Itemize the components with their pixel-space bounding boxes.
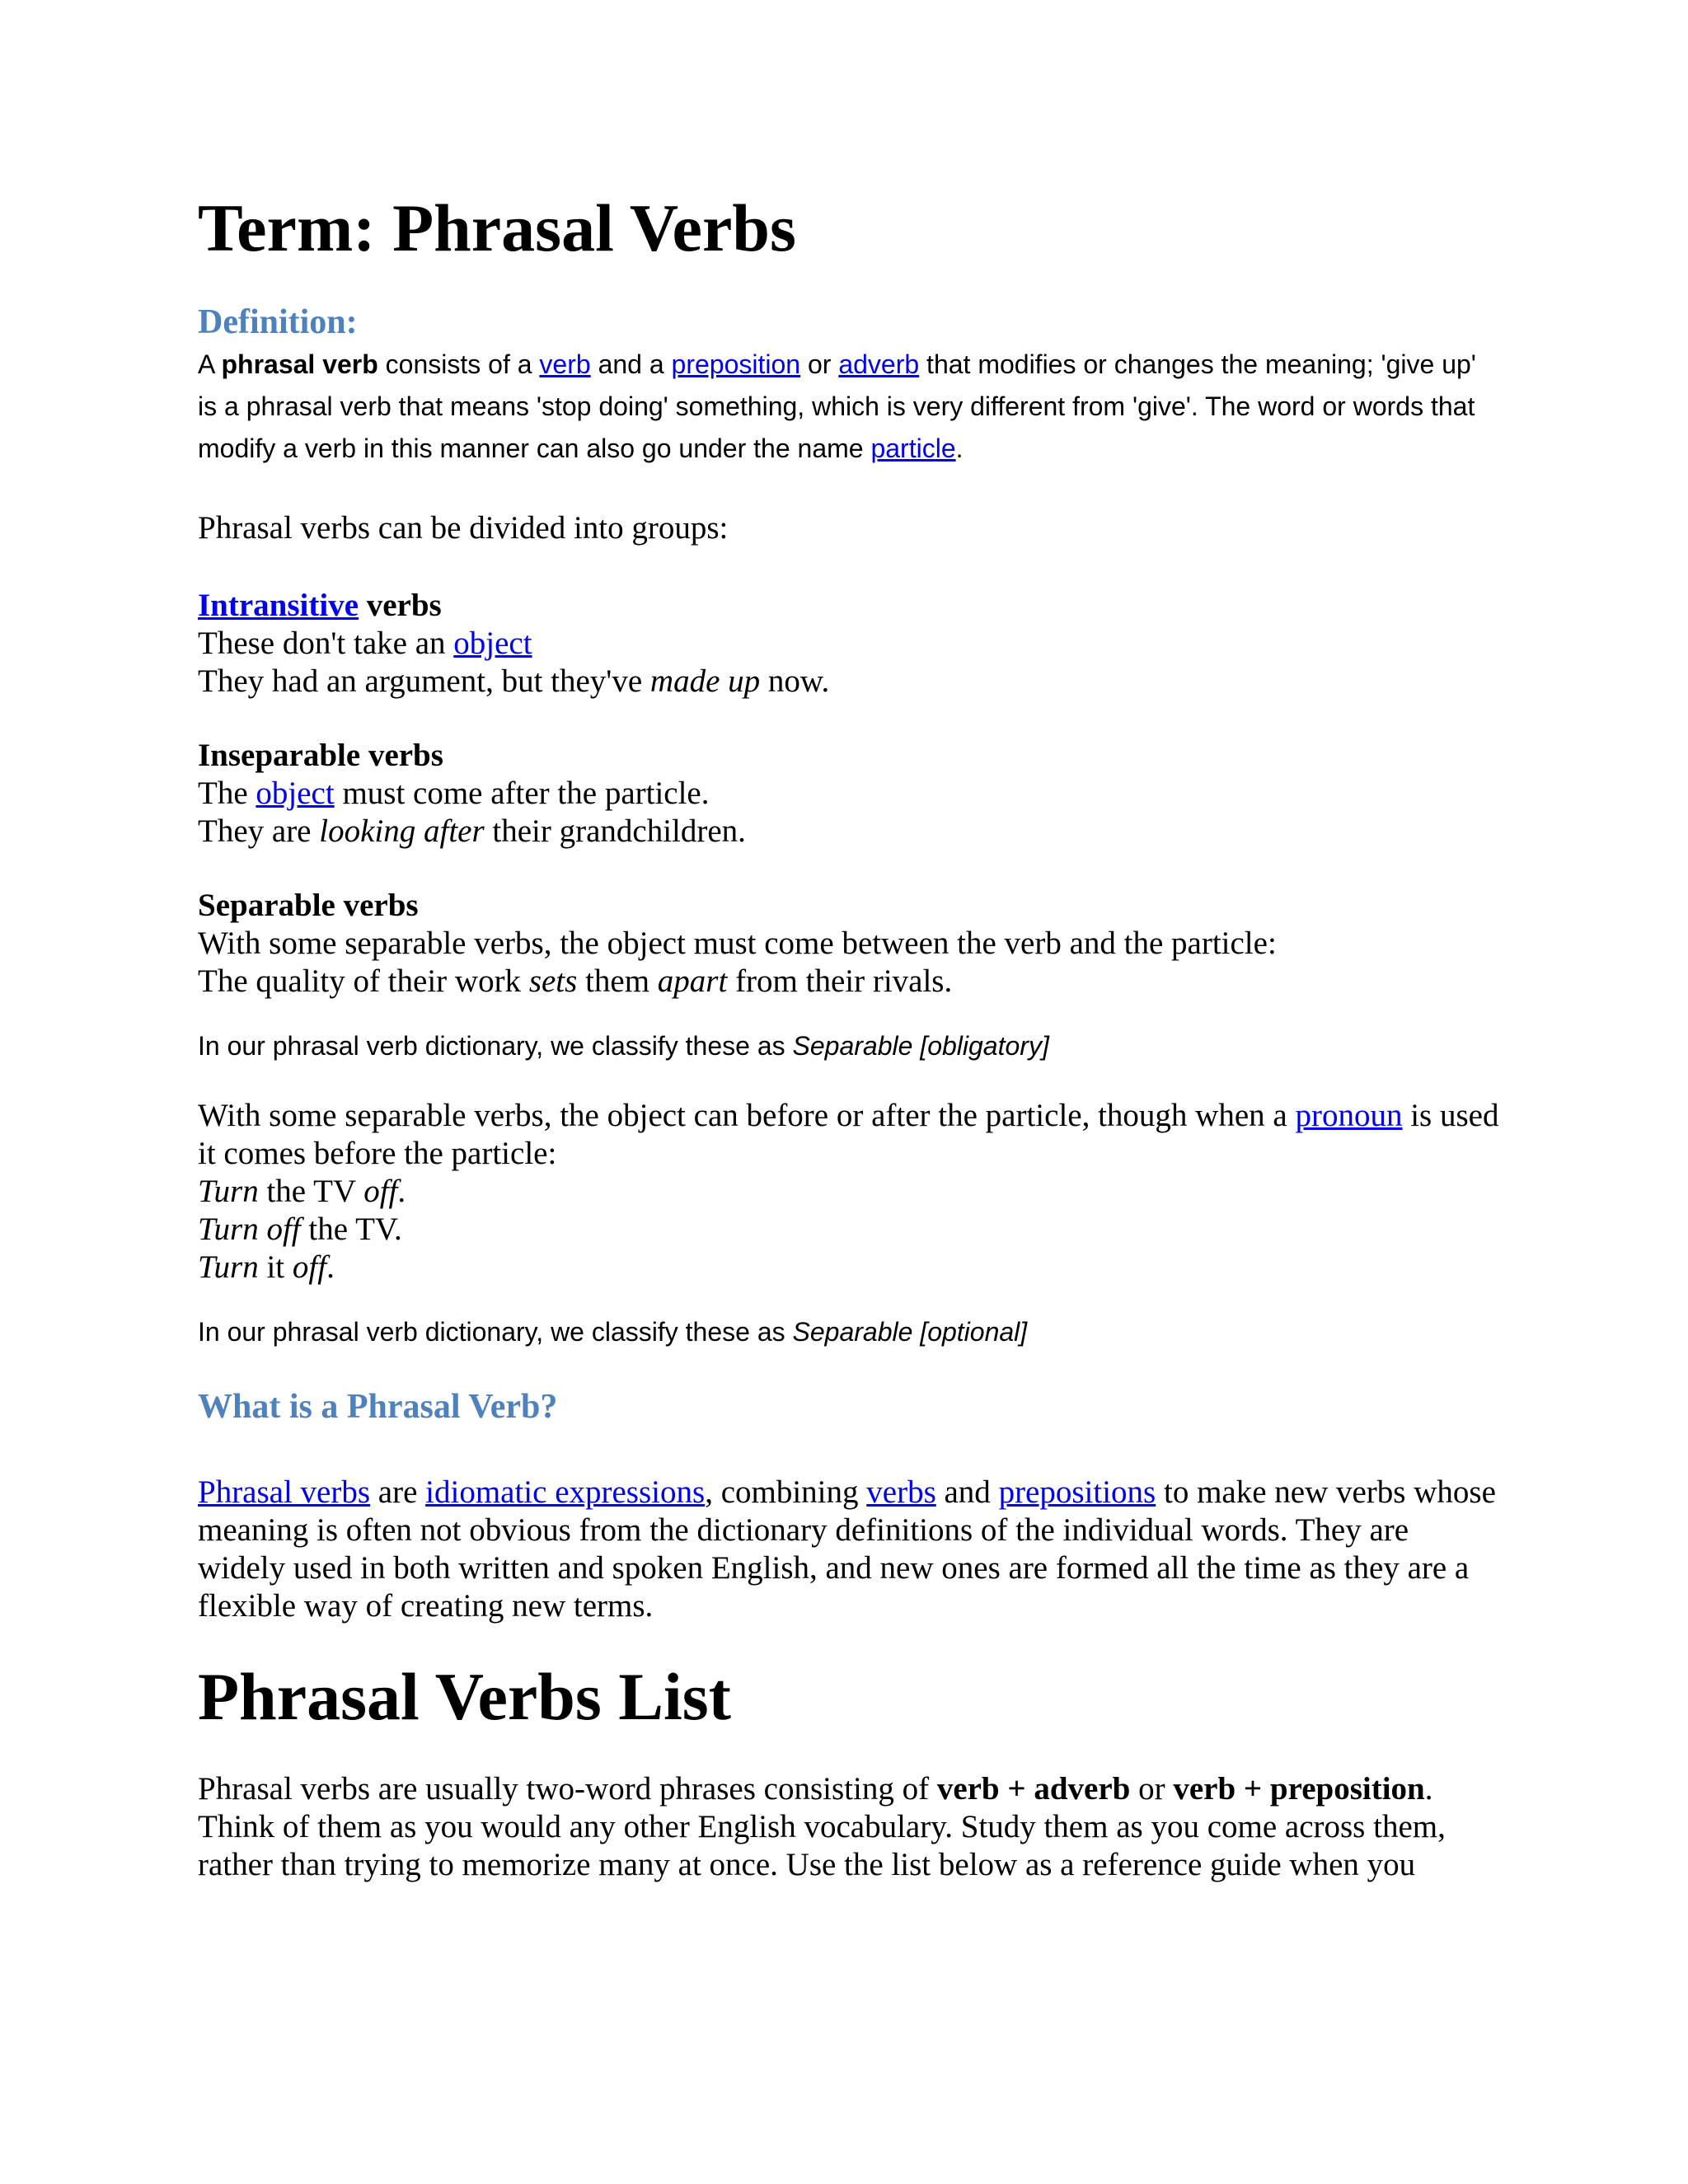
intransitive-section: [198, 587, 1500, 701]
document-content: [198, 191, 1500, 1884]
text: .: [955, 433, 964, 463]
text: or: [800, 349, 839, 379]
inseparable-title: [198, 737, 1500, 775]
link-intransitive[interactable]: Intransitive: [198, 587, 359, 623]
text: consists of a: [377, 349, 540, 379]
link-particle[interactable]: particle: [870, 433, 956, 463]
definition-heading: Definition:: [198, 303, 358, 342]
classification: Separable [optional]: [792, 1316, 1028, 1347]
link-phrasal-verbs[interactable]: Phrasal verbs: [198, 1474, 371, 1510]
text: and a: [590, 349, 672, 379]
link-preposition[interactable]: preposition: [671, 349, 801, 379]
text: verbs: [359, 587, 442, 623]
text: These don't take an: [198, 625, 454, 661]
example-emphasis: looking after: [319, 813, 485, 849]
text: now.: [760, 663, 830, 699]
text: In our phrasal verb dictionary, we classify these as: [198, 1030, 793, 1061]
example-emphasis: made up: [649, 663, 761, 699]
example-emphasis: apart: [657, 963, 728, 999]
what-is-paragraph: [198, 1474, 1500, 1625]
inseparable-line-1: [198, 775, 1500, 813]
text: The: [198, 775, 256, 811]
link-pronoun[interactable]: pronoun: [1295, 1097, 1403, 1133]
text: A: [198, 349, 222, 379]
text: to make new verbs whose meaning is often not obvious from the dictionary definitions of the individual words. They are widely used in both written and spoken English, and new ones are formed all the time as they are a flexible way of creating new terms.: [198, 1474, 1496, 1624]
separable-section: [198, 887, 1500, 1001]
link-object[interactable]: object: [453, 625, 532, 661]
link-prepositions[interactable]: prepositions: [998, 1474, 1156, 1510]
text: is used it comes before the particle:: [198, 1097, 1499, 1171]
text: and: [935, 1474, 999, 1510]
example-emphasis: off: [363, 1173, 398, 1209]
text: or: [1130, 1771, 1174, 1807]
classification: Separable [obligatory]: [792, 1030, 1049, 1061]
example-emphasis: Turn: [198, 1249, 259, 1285]
example-3: [198, 1249, 1500, 1286]
text: that modifies or changes the meaning; 'give up' is a phrasal verb that means 'stop doing' something, which is very different from 'give'. The word or words that modify a verb in this manner can also go under the name: [198, 349, 1476, 463]
page-title: Term: Phrasal Verbs: [198, 190, 796, 265]
text: must come after the particle.: [334, 775, 710, 811]
separable-line-2: [198, 963, 1500, 1001]
list-paragraph: [198, 1770, 1500, 1884]
text: .: [397, 1173, 406, 1209]
example-emphasis: off: [292, 1249, 327, 1285]
example-emphasis: sets: [528, 963, 578, 999]
intransitive-line-2: [198, 663, 1500, 701]
text: their grandchildren.: [484, 813, 746, 849]
text: They are: [198, 813, 320, 849]
text: Separable verbs: [198, 887, 419, 923]
bold-term: verb + preposition: [1173, 1771, 1425, 1807]
separable-note-optional: [198, 1311, 1500, 1353]
inseparable-section: [198, 737, 1500, 851]
link-verb[interactable]: verb: [539, 349, 591, 379]
example-emphasis: Turn off: [198, 1211, 301, 1247]
link-verbs[interactable]: verbs: [866, 1474, 936, 1510]
groups-intro: Phrasal verbs can be divided into groups:: [198, 509, 729, 546]
link-object-2[interactable]: object: [256, 775, 335, 811]
text: the TV: [258, 1173, 364, 1209]
inseparable-line-2: [198, 813, 1500, 851]
text: them: [577, 963, 658, 999]
text: the TV.: [300, 1211, 402, 1247]
text: With some separable verbs, the object can before or after the particle, though when a: [198, 1097, 1296, 1133]
definition-paragraph: [198, 344, 1500, 470]
text: from their rivals.: [727, 963, 953, 999]
text: Phrasal verbs are usually two-word phrases consisting of: [198, 1771, 937, 1807]
bold-term: phrasal verb: [221, 349, 378, 379]
separable-paragraph-2: [198, 1097, 1500, 1173]
example-1: [198, 1173, 1500, 1211]
text: . Think of them as you would any other English vocabulary. Study them as you come across them, rather than trying to memorize many at once. Use the list below as a reference guide when you: [198, 1771, 1446, 1883]
text: Inseparable verbs: [198, 737, 443, 773]
text: In our phrasal verb dictionary, we classify these as: [198, 1316, 793, 1347]
text: The quality of their work: [198, 963, 529, 999]
link-adverb[interactable]: adverb: [838, 349, 920, 379]
link-idiomatic-expressions[interactable]: idiomatic expressions: [425, 1474, 706, 1510]
separable-optional-section: [198, 1097, 1500, 1286]
text: it: [258, 1249, 293, 1285]
separable-title: [198, 887, 1500, 925]
text: , combining: [705, 1474, 867, 1510]
bold-term: verb + adverb: [936, 1771, 1131, 1807]
text: They had an argument, but they've: [198, 663, 650, 699]
separable-note-obligatory: [198, 1025, 1500, 1067]
example-2: [198, 1211, 1500, 1249]
intransitive-line-1: [198, 625, 1500, 663]
intransitive-title: [198, 587, 1500, 625]
what-is-heading: What is a Phrasal Verb?: [198, 1387, 558, 1426]
list-title: Phrasal Verbs List: [198, 1658, 731, 1734]
example-emphasis: Turn: [198, 1173, 259, 1209]
separable-line-1: With some separable verbs, the object must come between the verb and the particle:: [198, 925, 1277, 961]
text: .: [326, 1249, 335, 1285]
text: are: [370, 1474, 426, 1510]
